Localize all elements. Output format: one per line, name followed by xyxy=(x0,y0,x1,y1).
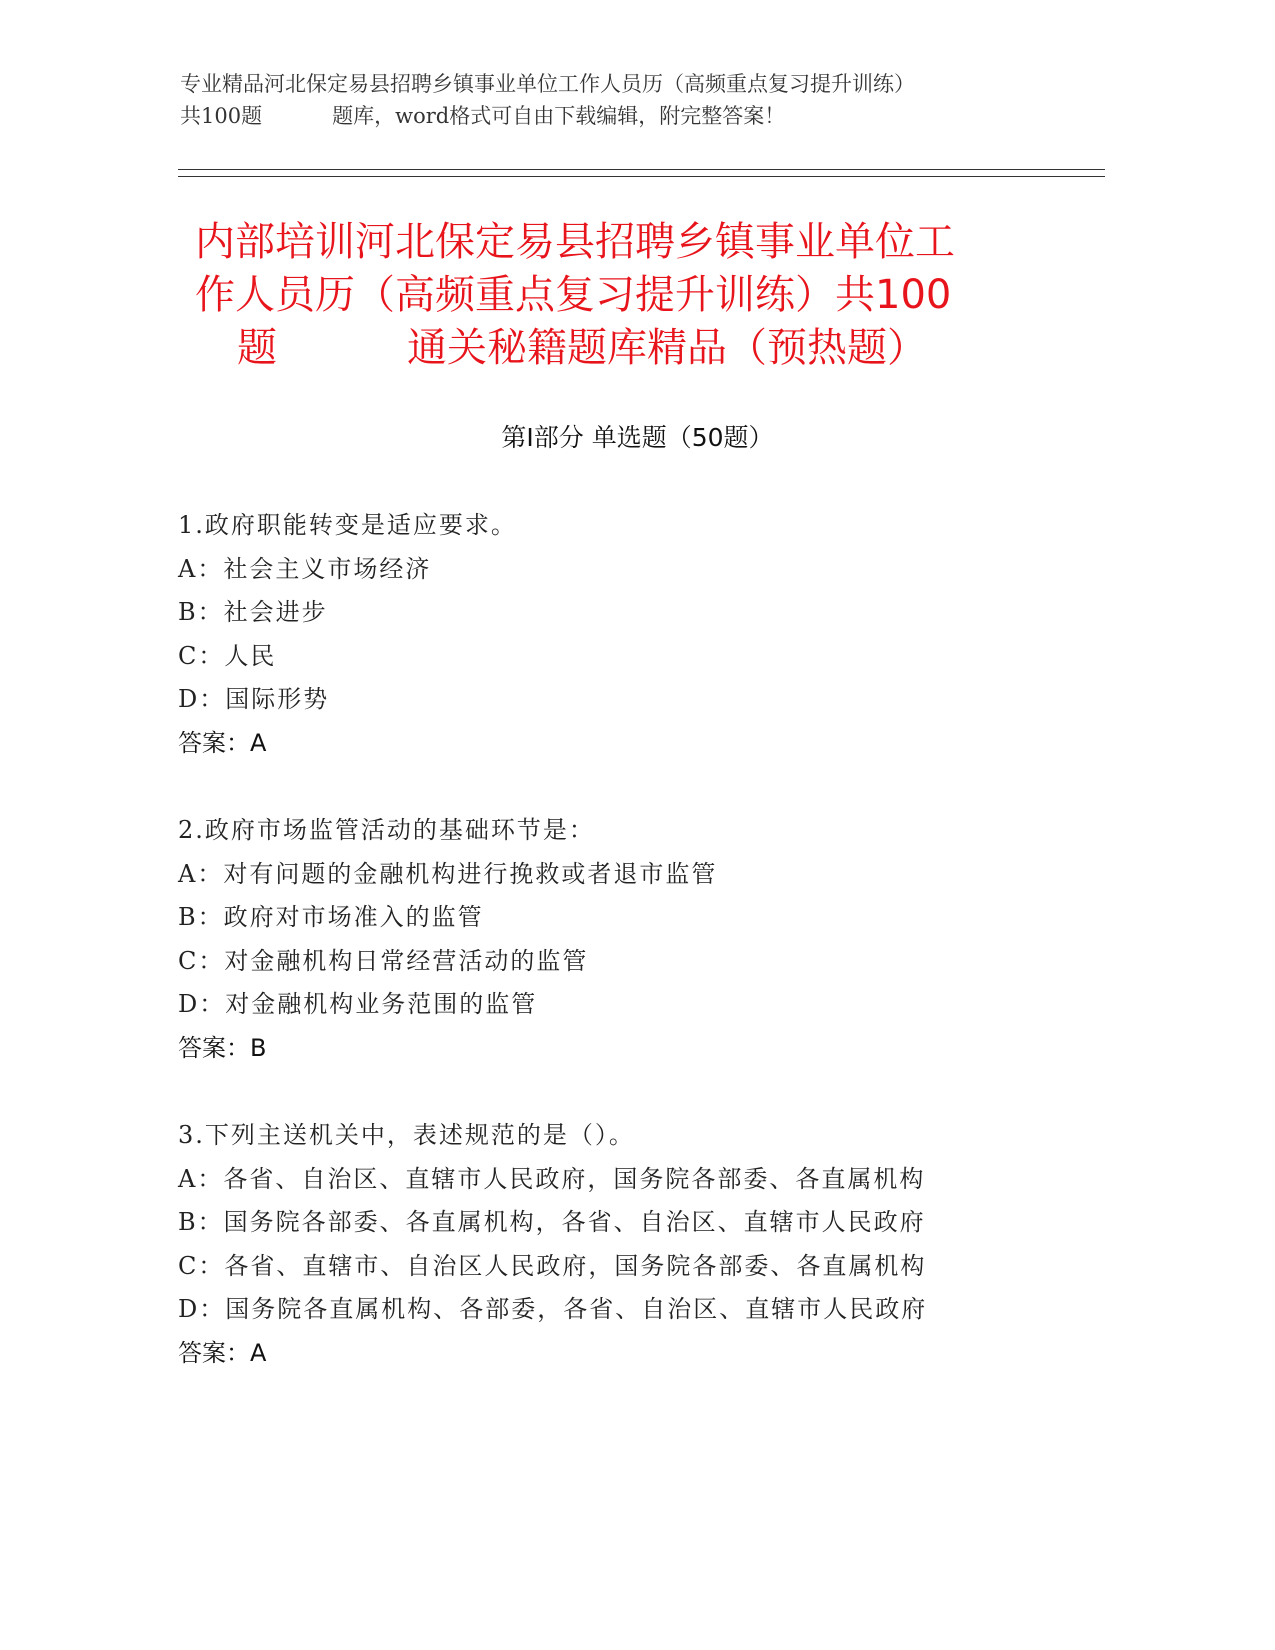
title-line-1: 内部培训河北保定易县招聘乡镇事业单位工 xyxy=(195,219,955,265)
option-d: D：对金融机构业务范围的监管 xyxy=(178,990,538,1018)
question-stem: 3.下列主送机关中，表述规范的是（）。 xyxy=(178,1121,635,1149)
header-divider-top xyxy=(178,169,1105,170)
document-title xyxy=(195,216,1075,375)
answer: 答案：A xyxy=(178,1338,267,1367)
header-line-2 xyxy=(180,100,1105,132)
section-title: 第Ⅰ部分 单选题（50题） xyxy=(501,423,774,452)
answer: 答案：B xyxy=(178,1033,267,1062)
option-b: B：国务院各部委、各直属机构，各省、自治区、直辖市人民政府 xyxy=(178,1208,926,1236)
answer: 答案：A xyxy=(178,728,267,757)
option-a: A：各省、自治区、直辖市人民政府，国务院各部委、各直属机构 xyxy=(178,1164,926,1193)
title-line-3 xyxy=(195,322,1075,375)
option-c: C：人民 xyxy=(178,641,277,670)
option-a: A：对有问题的金融机构进行挽救或者退市监管 xyxy=(178,859,718,888)
question-1 xyxy=(178,504,1128,765)
option-c: C：对金融机构日常经营活动的监管 xyxy=(178,946,589,975)
question-stem: 1.政府职能转变是适应要求。 xyxy=(178,511,517,539)
header-divider-bottom xyxy=(178,176,1105,177)
option-b: B：政府对市场准入的监管 xyxy=(178,903,484,931)
document-header xyxy=(180,68,1105,132)
title-line-3-part-b: 通关秘籍题库精品（预热题） xyxy=(407,325,927,371)
header-line-1: 专业精品河北保定易县招聘乡镇事业单位工作人员历（高频重点复习提升训练） xyxy=(180,72,915,96)
question-2 xyxy=(178,809,1128,1070)
header-description: 题库，word格式可自由下载编辑，附完整答案！ xyxy=(332,104,786,128)
option-b: B：社会进步 xyxy=(178,598,328,626)
header-count: 共100题 xyxy=(180,104,263,128)
option-a: A：社会主义市场经济 xyxy=(178,554,432,583)
option-d: D：国际形势 xyxy=(178,685,330,713)
question-stem: 2.政府市场监管活动的基础环节是： xyxy=(178,816,595,844)
title-line-3-part-a: 题 xyxy=(237,325,277,371)
question-3 xyxy=(178,1114,1128,1375)
option-d: D：国务院各直属机构、各部委，各省、自治区、直辖市人民政府 xyxy=(178,1295,928,1323)
title-line-2: 作人员历（高频重点复习提升训练）共100 xyxy=(195,272,952,318)
option-c: C：各省、直辖市、自治区人民政府，国务院各部委、各直属机构 xyxy=(178,1251,927,1280)
